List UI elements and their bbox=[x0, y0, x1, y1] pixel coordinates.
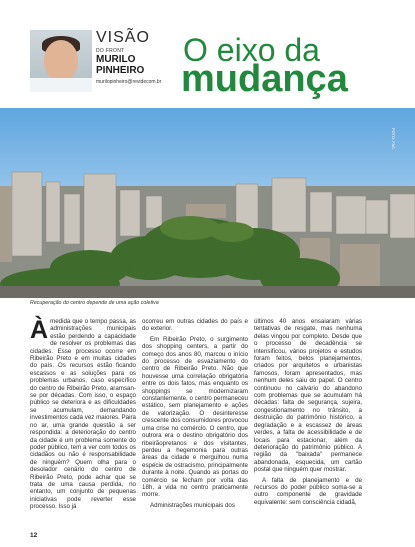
author-face bbox=[44, 40, 78, 80]
author-last-name: PINHEIRO bbox=[96, 65, 145, 76]
page-number: 12 bbox=[30, 532, 38, 539]
column-1-paragraph bbox=[30, 318, 136, 511]
column-3-paragraph-1: últimos 40 anos ensaiaram várias tentativas de resgate, mas nenhuma delas vingou por completo. Desde que o processo de decadência se intensificou, vários projetos e estudos foram feitos, belos planejamentos, criados por arquitetos e urbanistas famosos, foram apresentados, mas nenhum deles saiu do papel. O centro continuou no calvário do abandono com problemas que se acumulam há décadas: falta de segurança, sujeira, congestionamento no trânsito, a destruição do patrimônio histórico, a degradação e a escassez de áreas verdes, a falta de acessibilidade e de locais para estacionar, além da deterioração do patrimônio público. A região da "baixada" permanece abandonada, esquecida, um cartão postal que ninguém quer mostrar. bbox=[254, 318, 362, 474]
column-3-paragraph-2: A falta de planejamento e de recursos do poder público soma-se a outro componente de gravidade equivalente: sem consciência cidadã, bbox=[254, 476, 362, 506]
photo-credit: FOTO: FAC bbox=[391, 128, 396, 150]
column-subname: DO FRONT bbox=[96, 48, 125, 54]
article-column-3 bbox=[254, 318, 362, 509]
column-2-paragraph-2: Em Ribeirão Preto, o surgimento dos shopping centers, a partir do começo dos anos 80, marcou o início do processo de esvaziamento do centro de Ribeirão Preto. Não que houvesse uma correlação obrigatória entre os dois fatos, mas enquanto os shoppings se modernizaram constantemente, o centro permaneceu estático, sem planejamento e ações de valorização. O desinteresse crescente dos consumidores provocou uma crise no comércio. O centro, que outrora era o destino obrigatório dos ribeirãopretanos e dos visitantes, perdeu a hegemonia para outras áreas da cidade e mergulhou numa espécie de ostracismo, principalmente durante à noite. Quando as portas do comércio se fecham por volta das 18h, a vida no centro praticamente morre. bbox=[142, 335, 248, 499]
photo-caption: Recuperação do centro depende de uma ação coletiva bbox=[30, 300, 159, 306]
column-header bbox=[0, 0, 415, 108]
headline-line-2: mudança bbox=[181, 58, 348, 100]
author-shirt bbox=[30, 78, 92, 92]
article-column-1 bbox=[30, 318, 136, 514]
city-aerial-photo bbox=[0, 108, 415, 298]
column-2-paragraph-1: ocorreu em outras cidades do país e do exterior. bbox=[142, 318, 248, 333]
article-column-2 bbox=[142, 318, 248, 512]
column-2-paragraph-3: Administrações municipais dos bbox=[150, 501, 235, 509]
drop-cap: À bbox=[30, 316, 49, 344]
author-photo bbox=[30, 30, 92, 92]
headline-line-1: O eixo da bbox=[183, 32, 320, 68]
column-name: VISÃO bbox=[96, 29, 150, 46]
author-first-name: MURILO bbox=[96, 54, 136, 65]
author-email: murilopinheiro@revidecom.br bbox=[96, 79, 162, 85]
column-1-text: medida que o tempo passa, as administrações municipais estão perdendo a capacidade de resolver os problemas das cidades. Esse processo ocorre em Ribeirão Preto e em muitas cidades do país. Os recursos estão ficando escassos e as soluções para os problemas urbanos, caso específico do centro de Ribeirão Preto, aramsan-se por décadas. Com isso, o espaço público se deteriora e as dificuldades se acumulam, demandando investimentos cada vez maiores. Paira no ar, uma grande questão a ser respondida: a deterioração do centro da cidade é um problema somente do poder público, tem a ver com todos os cidadãos ou não é responsabilidade de ninguém? Quem olha para o desolador cenário do centro de Ribeirão Preto, pode achar que se trata de uma causa perdida, no entanto, um conjunto de pequenas iniciativas pode reverter esse processo. Isso já bbox=[30, 318, 136, 511]
